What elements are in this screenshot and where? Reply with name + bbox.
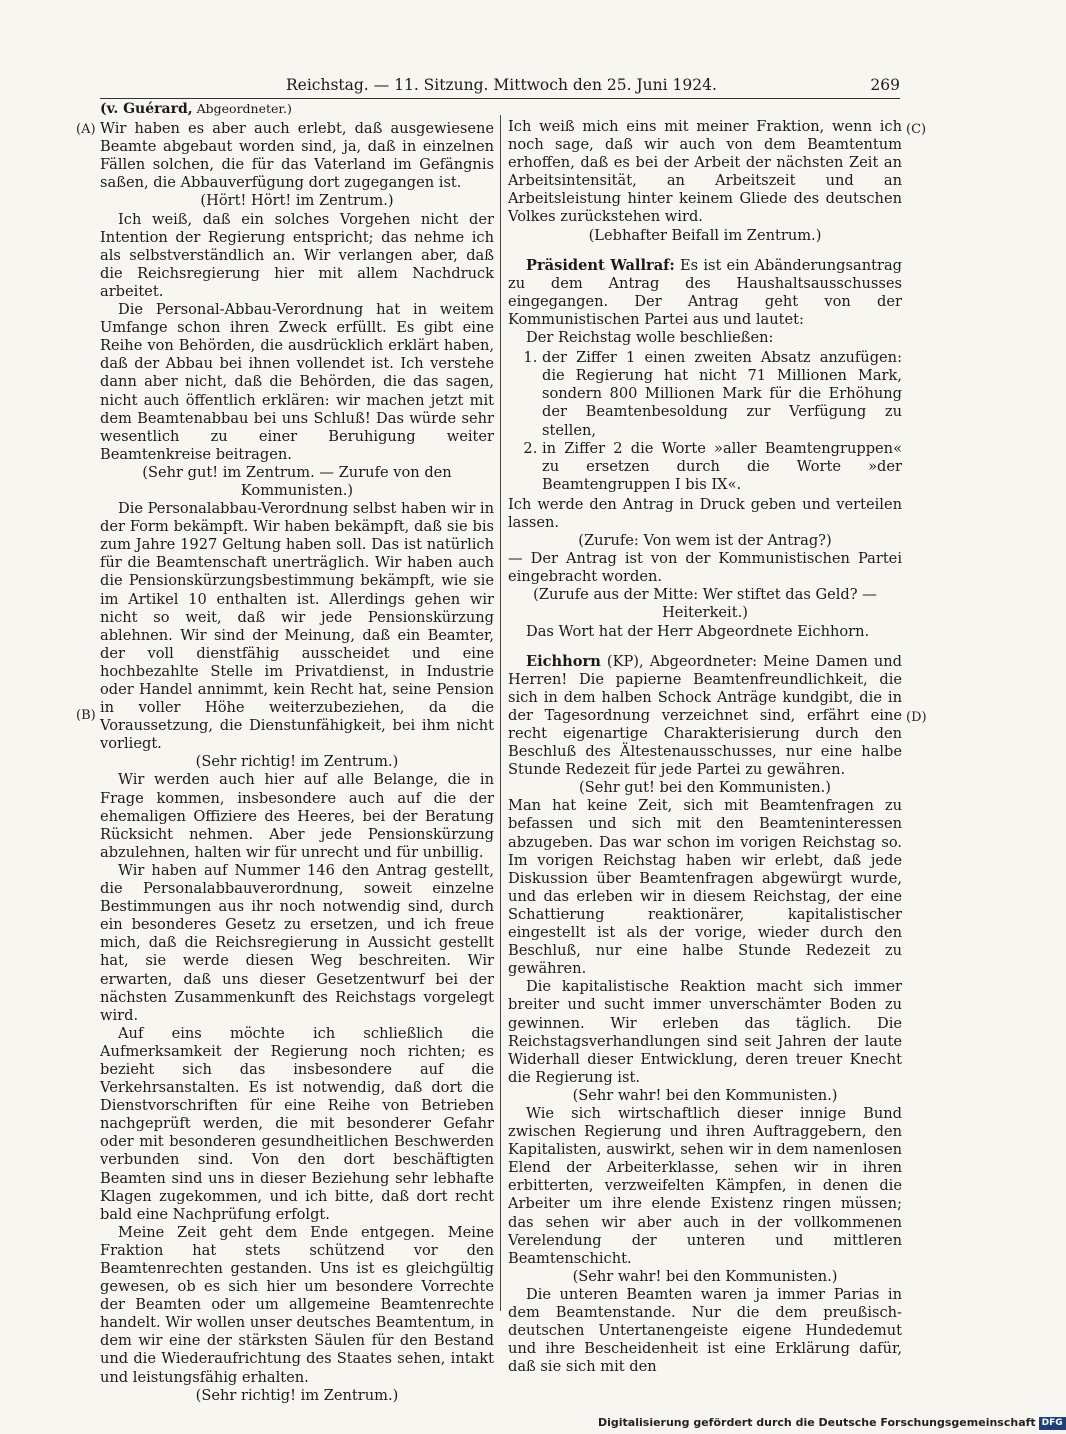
paragraph: Das Wort hat der Herr Abgeordnete Eichhorn. xyxy=(526,622,870,640)
speaker-name: (v. Guérard, xyxy=(100,101,193,117)
paragraph: Ich weiß, daß ein solches Vorgehen nicht der Intention der Regierung entspricht; das nehme ich als selbstverständlich an. Wir verlangen aber, daß die Reichsregierung hier mit allem Nachdruck arbeitet. xyxy=(100,210,494,300)
margin-marker-a: (A) xyxy=(76,122,96,137)
list-item: 1. der Ziffer 1 einen zweiten Absatz anzufügen: die Regierung hat nicht 71 Millionen Mark, sondern 800 Millionen Mark für die Erhöhung der Beamtenbesoldung zur Verfügung zu stellen, xyxy=(542,349,902,439)
paragraph: — Der Antrag ist von der Kommunistischen Partei eingebracht worden. xyxy=(508,550,902,586)
paragraph: Ich werde den Antrag in Druck geben und verteilen lassen. xyxy=(508,495,902,531)
dfg-logo: DFG xyxy=(1039,1417,1066,1430)
paragraph: Auf eins möchte ich schließlich die Aufmerksamkeit der Regierung noch richten; es bezieht sich das insbesondere auf die Verkehrsanstalten. Es ist notwendig, daß dort die Dienstvorschriften für eine Reihe von Betrieben nachgeprüft werden, die mit besonderer Gefahr oder mit besonderen gesundheitlichen Beschwerden verbunden sind. Von den dort beschäftigten Beamten sind uns in dieser Beziehung sehr lebhafte Klagen zugekommen, und ich bitte, daß dort recht bald eine Nachprüfung erfolgt. xyxy=(100,1024,494,1223)
speech-text: Es ist ein Abänderungsantrag zu dem Antrag des Haushaltsausschusses eingegangen. Der Antrag geht von der Kommunistischen Partei aus und lautet: xyxy=(508,256,902,328)
remark: (Hört! Hört! im Zentrum.) xyxy=(200,192,394,210)
speaker-paragraph xyxy=(508,257,902,329)
paragraph: Die unteren Beamten waren ja immer Parias in dem Beamtenstande. Nur die dem preußisch-deutschen Untertanengeiste eigene Hundedemut und ihre Bescheidenheit ist eine Erklärung dafür, daß sie sich mit den xyxy=(508,1285,902,1376)
remark: (Zurufe: Von wem ist der Antrag?) xyxy=(578,532,832,550)
margin-marker-c: (C) xyxy=(906,122,927,137)
speaker-name: Präsident Wallraf: xyxy=(526,256,675,274)
speaker-paragraph xyxy=(508,653,902,780)
header-rule xyxy=(100,98,900,99)
speaker-role: Abgeordneter.) xyxy=(196,101,292,116)
margin-marker-d: (D) xyxy=(906,710,927,725)
left-column xyxy=(100,100,494,1405)
paragraph: Wir haben auf Nummer 146 den Antrag gestellt, die Personalabbauverordnung, soweit einzelne Bestimmungen aus ihr noch notwendig sind, durch ein besonderes Gesetz zu ersetzen, und ich freue mich, daß die Reichsregierung in Aussicht gestellt hat, sie werde diesen Weg beschreiten. Wir erwarten, daß uns dieser Gesetzentwurf bei der nächsten Zusammenkunft des Reichstags vorgelegt wird. xyxy=(100,861,494,1024)
paragraph: Meine Zeit geht dem Ende entgegen. Meine Fraktion hat stets schützend vor den Beamtenrechten gestanden. Uns ist es gleichgültig gewesen, ob es sich hier um besondere Vorrechte der Beamten oder um allgemeine Beamtenrechte handelt. Wir wollen unser deutsches Beamtentum, in dem wir eine der stärksten Säulen für den Bestand und die Wiederaufrichtung des Staates sehen, intakt und leistungsfähig erhalten. xyxy=(100,1223,494,1386)
paragraph: Wie sich wirtschaftlich dieser innige Bund zwischen Regierung und ihren Auftraggebern, den Kapitalisten, auswirkt, sehen wir in dem namenlosen Elend der Arbeiterklasse, sehen wir in ihren erbitterten, verzweifelten Kämpfen, in denen die Arbeiter um ihre elende Existenz ringen müssen; das sehen wir aber auch in der vollkommenen Verelendung der unteren und mittleren Beamtenschicht. xyxy=(508,1104,902,1267)
credit-text: Digitalisierung gefördert durch die Deutsche Forschungsgemeinschaft xyxy=(598,1416,1036,1429)
paragraph: Die Personalabbau-Verordnung selbst haben wir in der Form bekämpft. Wir haben bekämpft, daß sie bis zum Jahre 1927 Geltung haben soll. Das ist natürlich für die Beamtenschaft unerträglich. Wir haben auch die Pensionskürzungsbestimmung bekämpft, wie sie im Artikel 10 enthalten ist. Allerdings gehen wir nicht so weit, daß wir jede Pensionskürzung ablehnen. Wir sind der Meinung, daß ein Beamter, der voll dienstfähig ausscheidet und eine hochbezahlte Stelle im Privatdienst, in Industrie oder Handel annimmt, kein Recht hat, seine Pension in voller Höhe weiterzubeziehen, da die Voraussetzung, die Dienstunfähigkeit, bei ihm nicht vorliegt. xyxy=(100,500,494,753)
paragraph: Der Reichstag wolle beschließen: xyxy=(526,329,774,347)
motion-list xyxy=(508,349,902,494)
running-header xyxy=(100,76,900,98)
paragraph: Die Personal-Abbau-Verordnung hat in weitem Umfange schon ihren Zweck erfüllt. Es gibt eine Reihe von Behörden, die ausdrücklich erklärt haben, daß der Abbau bei ihnen vollendet ist. Ich verstehe dann aber nicht, daß die Behörden, die das sagen, nicht auch öffentlich erklären: wir machen jetzt mit dem Beamtenabbau bei uns Schluß! Das würde sehr wesentlich zu einer Beruhigung weiter Beamtenkreise beitragen. xyxy=(100,301,494,463)
remark: (Sehr wahr! bei den Kommunisten.) xyxy=(572,1086,838,1104)
paragraph: Man hat keine Zeit, sich mit Beamtenfragen zu befassen und sich mit den Beamteninteressen abzugeben. Das war schon im vorigen Reichstag so. Im vorigen Reichstag haben wir erlebt, daß jede Diskussion über Beamtenfragen abgewürgt wurde, und das erleben wir in diesem Reichstag, der eine Schattierung reaktionärer, kapitalistischer eingestellt ist als der vorige, wieder durch den Beschluß, nur eine halbe Stunde Redezeit zu gewähren. xyxy=(508,797,902,978)
remark: (Zurufe aus der Mitte: Wer stiftet das Geld? — Heiterkeit.) xyxy=(533,586,877,622)
remark: (Sehr gut! im Zentrum. — Zurufe von den Kommunisten.) xyxy=(142,463,452,499)
paragraph: Ich weiß mich eins mit meiner Fraktion, wenn ich noch sage, daß wir auch von dem Beamtentum erhoffen, daß es bei der Arbeit der nächsten Zeit an Arbeitsintensität, an Arbeitszeit und an Arbeitsleistung hinter keinem Gliede des deutschen Volkes zurückstehen wird. xyxy=(508,118,902,226)
digitization-credit xyxy=(598,1416,1063,1430)
speaker-heading xyxy=(100,100,494,118)
speaker-name: Eichhorn xyxy=(526,652,601,670)
margin-marker-b: (B) xyxy=(76,708,96,723)
remark: (Lebhafter Beifall im Zentrum.) xyxy=(588,226,822,244)
remark: (Sehr gut! bei den Kommunisten.) xyxy=(579,779,831,797)
paragraph: Die kapitalistische Reaktion macht sich immer breiter und sucht immer unverschämter Boden zu gewinnen. Wir erleben das täglich. Die Reichstagsverhandlungen sind seit Jahren der laute Widerhall dieser Entwicklung, deren treuer Knecht die Regierung ist. xyxy=(508,978,902,1086)
speech-text: (KP), Abgeordneter: Meine Damen und Herren! Die papierne Beamtenfreundlichkeit, die sich in dem halben Schock Anträge kundgibt, die in der Tagesordnung verzeichnet sind, erfährt eine recht eigenartige Charakterisierung durch den Beschluß des Ältestenausschusses, nur eine halbe Stunde Redezeit für jede Partei zu gewähren. xyxy=(508,652,902,779)
list-item: 2. in Ziffer 2 die Worte »aller Beamtengruppen« zu ersetzen durch die Worte »der Beamtengruppen I bis IX«. xyxy=(542,440,902,494)
paragraph: Wir werden auch hier auf alle Belange, die in Frage kommen, insbesondere auch auf die der ehemaligen Offiziere des Heeres, bei der Beratung Rücksicht nehmen. Aber jede Pensionskürzung abzulehnen, halten wir für unrecht und für unbillig. xyxy=(100,771,494,861)
remark: (Sehr richtig! im Zentrum.) xyxy=(195,1386,399,1404)
remark: (Sehr richtig! im Zentrum.) xyxy=(195,753,399,771)
page-number: 269 xyxy=(870,76,900,94)
paragraph: Wir haben es aber auch erlebt, daß ausgewiesene Beamte abgebaut worden sind, ja, daß in einzelnen Fällen solchen, die für das Vaterland im Gefängnis saßen, die Abbauverfügung dort zugegangen ist. xyxy=(100,120,494,192)
column-divider xyxy=(500,115,501,1311)
running-title: Reichstag. — 11. Sitzung. Mittwoch den 25. Juni 1924. xyxy=(286,76,717,94)
remark: (Sehr wahr! bei den Kommunisten.) xyxy=(572,1267,838,1285)
right-column xyxy=(508,118,902,1376)
